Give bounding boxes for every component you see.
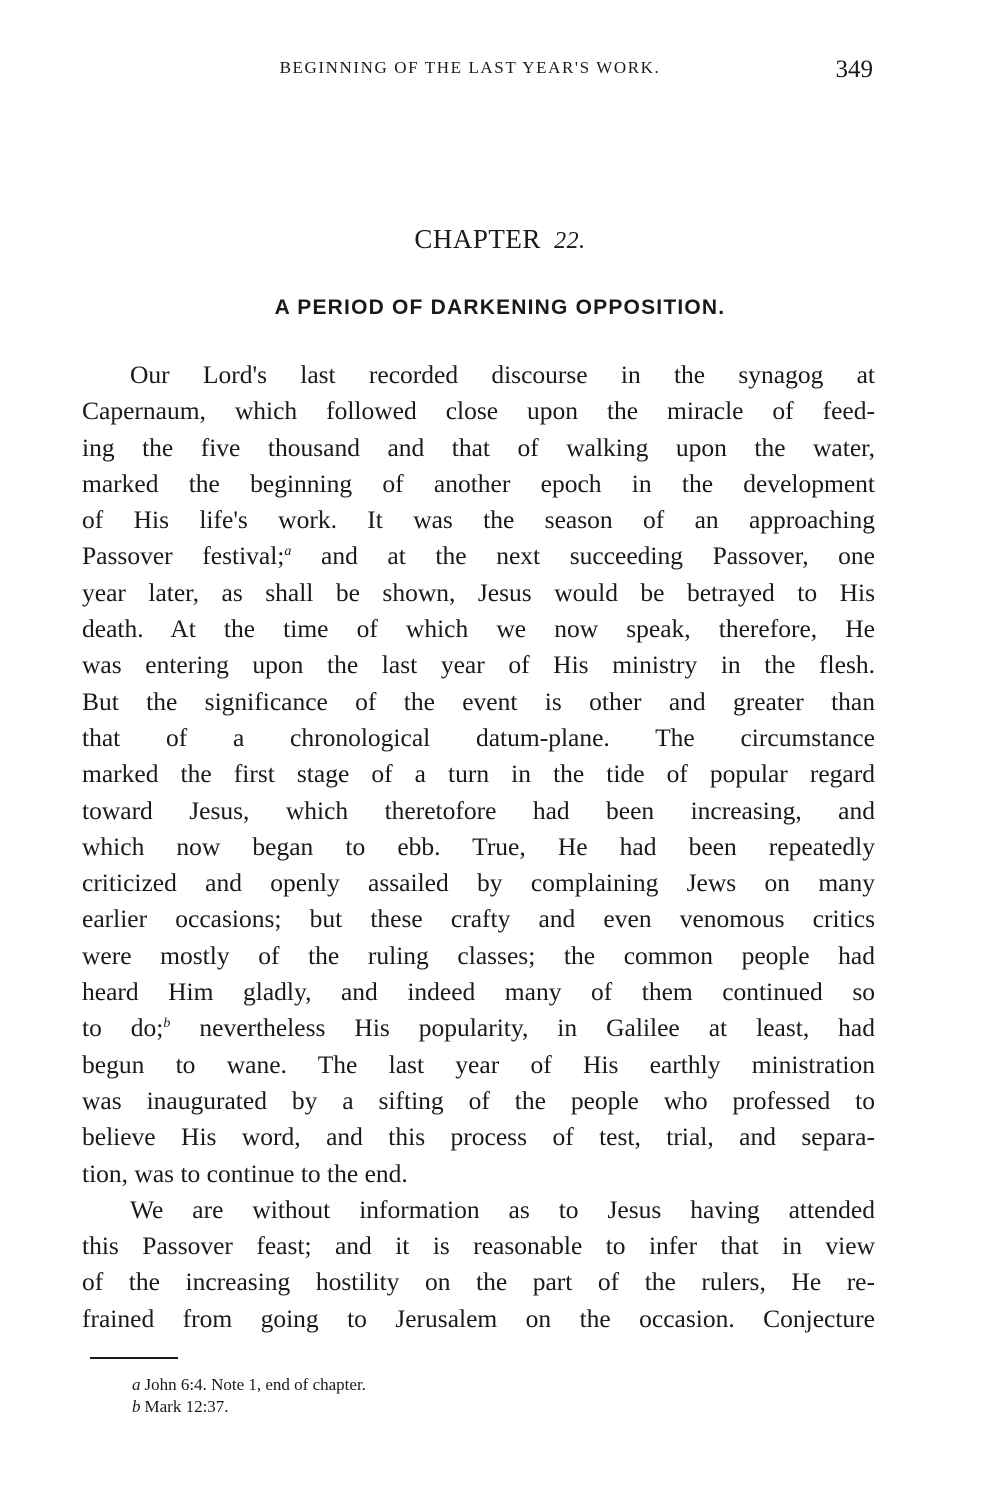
- text-line: year later, as shall be shown, Jesus would be betrayed to His: [82, 577, 875, 607]
- text-line: marked the beginning of another epoch in the development: [82, 468, 875, 498]
- text-line: begun to wane. The last year of His earthly ministration: [82, 1049, 875, 1079]
- text-line: heard Him gladly, and indeed many of them continued so: [82, 977, 875, 1007]
- text-line: this Passover feast; and it is reasonable to infer that in view: [82, 1231, 875, 1261]
- running-head: BEGINNING OF THE LAST YEAR'S WORK.: [279, 58, 661, 77]
- footnote-mark: a: [132, 1375, 141, 1394]
- text-line: Our Lord's last recorded discourse in the synagog at: [130, 360, 875, 389]
- text-line: Capernaum, which followed close upon the miracle of feed-: [82, 396, 875, 426]
- text-line: criticized and openly assailed by complaining Jews on many: [82, 868, 875, 898]
- text-line: We are without information as to Jesus having attended: [130, 1194, 875, 1224]
- chapter-number: 22.: [554, 228, 586, 254]
- text-line: [82, 538, 875, 574]
- text-line: earlier occasions; but these crafty and even venomous critics: [82, 904, 875, 934]
- text-line: which now began to ebb. True, He had been repeatedly: [82, 831, 875, 861]
- footnotes: [132, 1374, 366, 1418]
- footnote-b: [132, 1396, 366, 1418]
- text-line: tion, was to continue to the end.: [82, 1158, 408, 1188]
- text-line: But the significance of the event is other and greater than: [82, 686, 875, 716]
- text-line: was inaugurated by a sifting of the people who professed to: [82, 1085, 875, 1115]
- text-fragment: to do;: [82, 1013, 164, 1043]
- text-fragment: nevertheless His popularity, in Galilee at least, had: [199, 1013, 876, 1043]
- footnote-ref-b: b: [163, 1016, 171, 1032]
- text-line: frained from going to Jerusalem on the occasion. Conjecture: [82, 1303, 875, 1333]
- text-line: marked the first stage of a turn in the tide of popular regard: [82, 759, 875, 789]
- footnote-ref-a: a: [284, 544, 292, 560]
- text-line: of His life's work. It was the season of an approaching: [82, 505, 875, 535]
- text-line: of the increasing hostility on the part of the rulers, He re-: [82, 1267, 875, 1297]
- footnote-divider: [90, 1357, 178, 1359]
- footnote-text: Mark 12:37.: [144, 1397, 229, 1416]
- text-fragment: Passover festival;: [82, 541, 285, 571]
- text-line: that of a chronological datum-plane. The circumstance: [82, 722, 875, 752]
- text-line: toward Jesus, which theretofore had been increasing, and: [82, 795, 875, 825]
- text-line: was entering upon the last year of His ministry in the flesh.: [82, 650, 875, 680]
- chapter-label: CHAPTER: [414, 224, 541, 254]
- text-fragment: and at the next succeeding Passover, one: [321, 541, 875, 571]
- chapter-title: A PERIOD OF DARKENING OPPOSITION.: [274, 296, 726, 319]
- footnote-a: [132, 1374, 366, 1396]
- text-line: believe His word, and this process of test, trial, and separa-: [82, 1122, 875, 1152]
- footnote-mark: b: [132, 1397, 141, 1416]
- page-number: 349: [835, 56, 873, 83]
- body-text: [82, 357, 875, 1337]
- chapter-heading: [0, 224, 1000, 255]
- text-line: death. At the time of which we now speak, therefore, He: [82, 614, 875, 644]
- text-line: were mostly of the ruling classes; the common people had: [82, 940, 875, 970]
- text-line: [82, 1010, 875, 1046]
- footnote-text: John 6:4. Note 1, end of chapter.: [144, 1375, 366, 1394]
- text-line: ing the five thousand and that of walking upon the water,: [82, 432, 875, 462]
